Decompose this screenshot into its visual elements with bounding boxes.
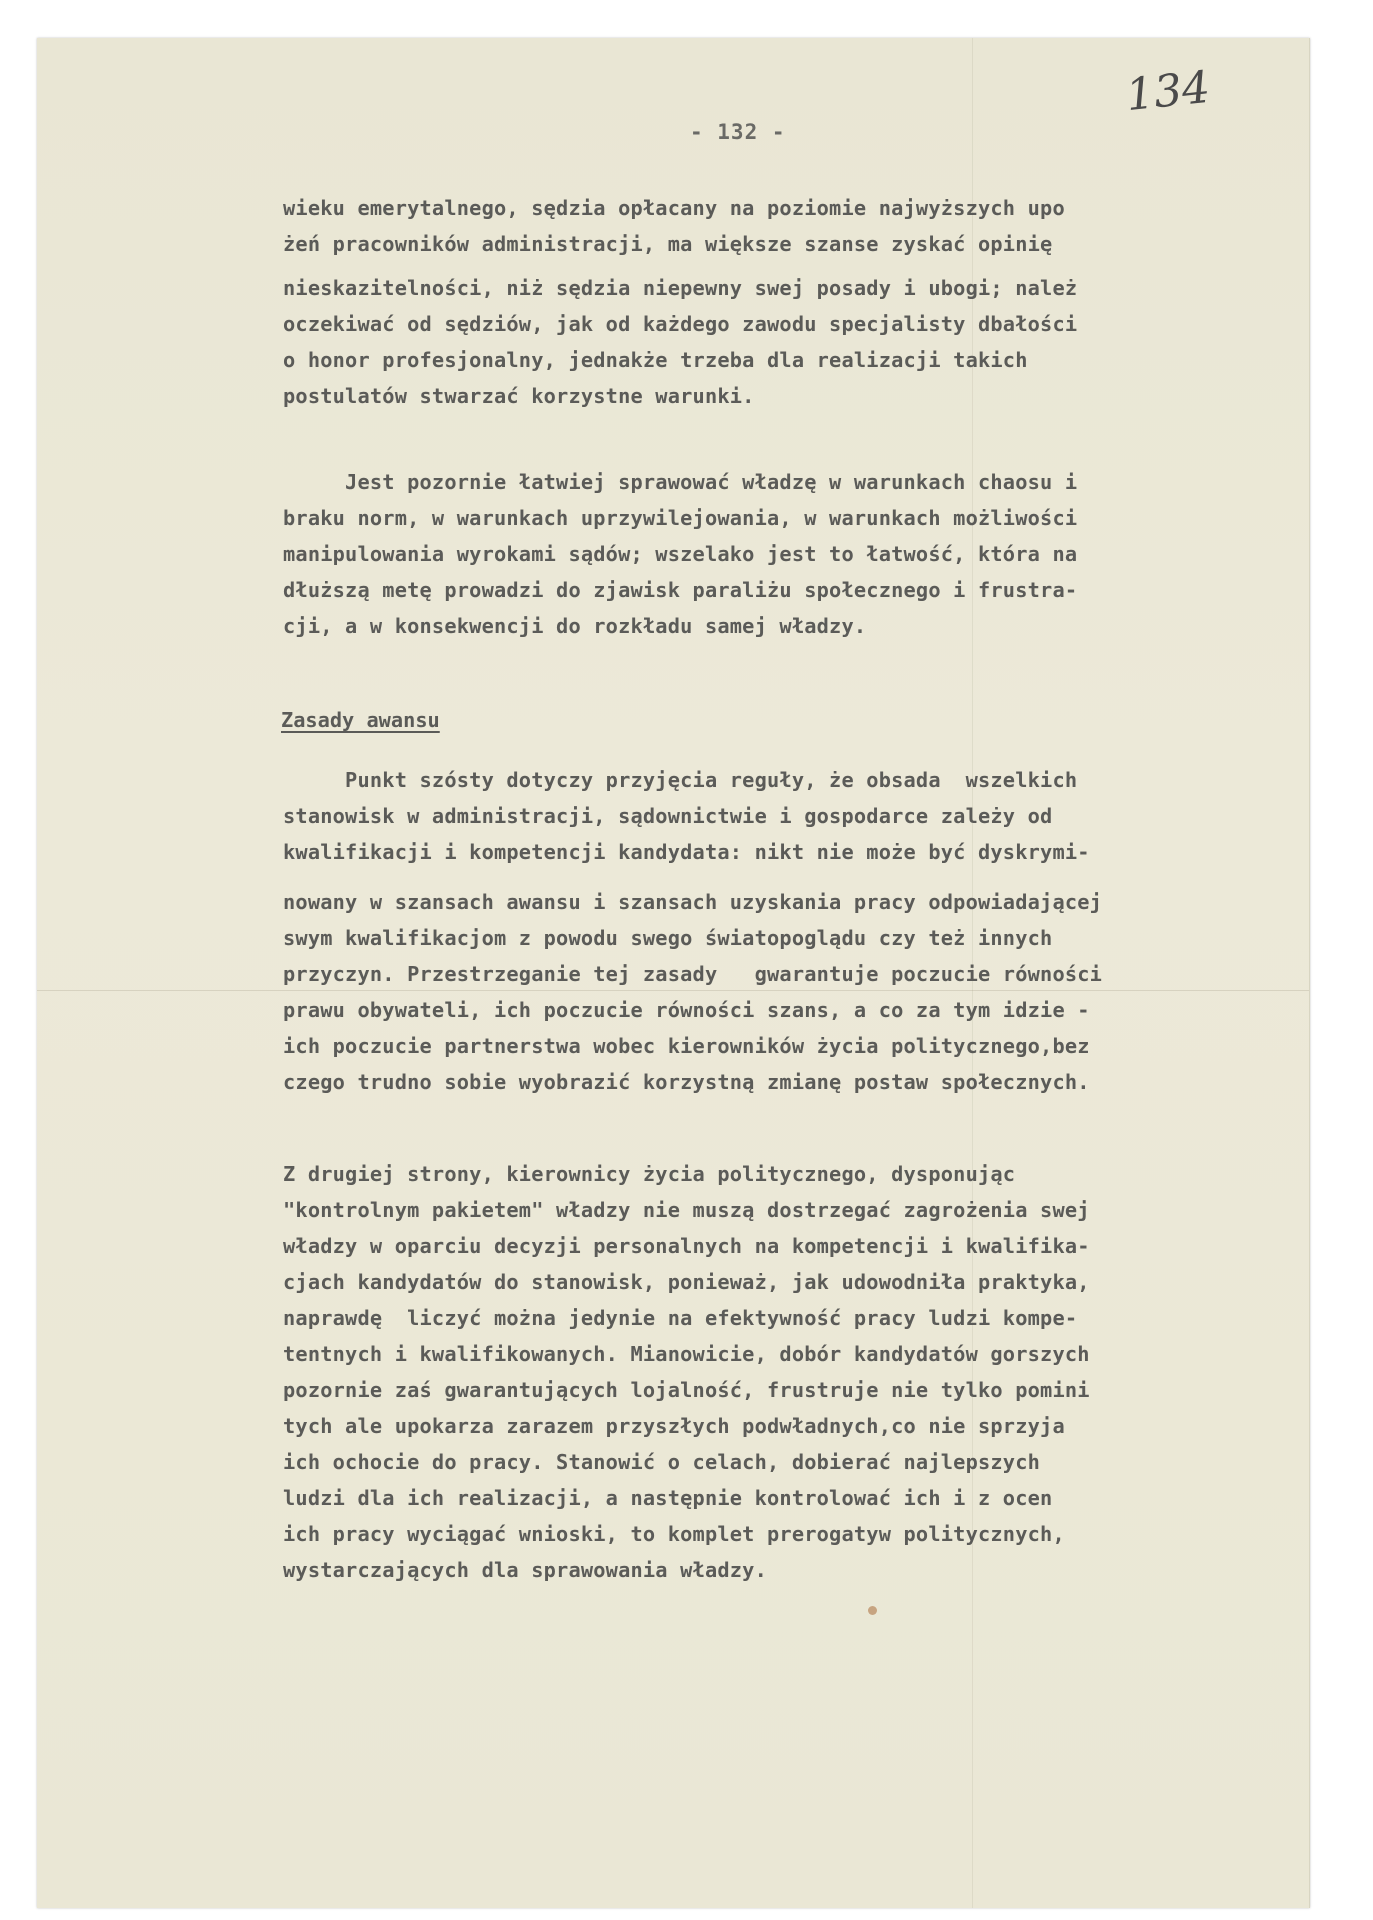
text-line: postulatów stwarzać korzystne warunki. [283, 384, 755, 408]
paragraph-3 [283, 762, 1308, 1100]
text-line: nieskazitelności, niż sędzia niepewny swej posady i ubogi; należ [283, 276, 1078, 300]
text-line: ich poczucie partnerstwa wobec kierowników życia politycznego,bez [283, 1034, 1090, 1058]
text-line: cjach kandydatów do stanowisk, ponieważ, jak udowodniła praktyka, [283, 1270, 1090, 1294]
text-line: władzy w oparciu decyzji personalnych na kompetencji i kwalifika- [283, 1234, 1090, 1258]
text-line: żeń pracowników administracji, ma większe szanse zyskać opinię [283, 232, 1053, 256]
text-line: tentnych i kwalifikowanych. Mianowicie, dobór kandydatów gorszych [283, 1342, 1090, 1366]
text-line: naprawdę liczyć można jedynie na efektywność pracy ludzi kompe- [283, 1306, 1078, 1330]
text-line: czego trudno sobie wyobrazić korzystną zmianę postaw społecznych. [283, 1070, 1090, 1094]
text-line: swym kwalifikacjom z powodu swego światopoglądu czy też innych [283, 926, 1053, 950]
text-line: prawu obywateli, ich poczucie równości szans, a co za tym idzie - [283, 998, 1090, 1022]
section-heading: Zasady awansu [281, 708, 440, 732]
text-line: braku norm, w warunkach uprzywilejowania, w warunkach możliwości [283, 506, 1078, 530]
paragraph-4 [283, 1156, 1308, 1588]
ink-stain [868, 1606, 877, 1615]
text-line: tych ale upokarza zarazem przyszłych podwładnych,co nie sprzyja [283, 1414, 1065, 1438]
text-line: o honor profesjonalny, jednakże trzeba dla realizacji takich [283, 348, 1028, 372]
paragraph-1 [283, 190, 1308, 414]
text-line: wystarczających dla sprawowania władzy. [283, 1558, 768, 1582]
text-line: Z drugiej strony, kierownicy życia politycznego, dysponując [283, 1162, 1016, 1186]
text-line: stanowisk w administracji, sądownictwie i gospodarce zależy od [283, 804, 1053, 828]
paragraph-2 [283, 464, 1308, 644]
text-line: oczekiwać od sędziów, jak od każdego zawodu specjalisty dbałości [283, 312, 1078, 336]
text-line: ich ochocie do pracy. Stanowić o celach, dobierać najlepszych [283, 1450, 1041, 1474]
text-line: Jest pozornie łatwiej sprawować władzę w warunkach chaosu i [283, 470, 1078, 494]
text-line: ludzi dla ich realizacji, a następnie kontrolować ich i z ocen [283, 1486, 1053, 1510]
text-line: przyczyn. Przestrzeganie tej zasady gwarantuje poczucie równości [283, 962, 1103, 986]
text-line: manipulowania wyrokami sądów; wszelako jest to łatwość, która na [283, 542, 1078, 566]
text-line: kwalifikacji i kompetencji kandydata: nikt nie może być dyskrymi- [283, 840, 1090, 864]
text-line: dłuższą metę prowadzi do zjawisk paraliżu społecznego i frustra- [283, 578, 1078, 602]
text-line: wieku emerytalnego, sędzia opłacany na poziomie najwyższych upo [283, 196, 1065, 220]
text-line: cji, a w konsekwencji do rozkładu samej władzy. [283, 614, 867, 638]
archive-number: 134 [1123, 61, 1213, 122]
text-line: ich pracy wyciągać wnioski, to komplet prerogatyw politycznych, [283, 1522, 1065, 1546]
text-line: "kontrolnym pakietem" władzy nie muszą dostrzegać zagrożenia swej [283, 1198, 1090, 1222]
text-line: pozornie zaś gwarantujących lojalność, frustruje nie tylko pomini [283, 1378, 1090, 1402]
text-line: Punkt szósty dotyczy przyjęcia reguły, że obsada wszelkich [283, 768, 1078, 792]
text-line: nowany w szansach awansu i szansach uzyskania pracy odpowiadającej [283, 890, 1103, 914]
page-number: - 132 - [690, 120, 786, 144]
